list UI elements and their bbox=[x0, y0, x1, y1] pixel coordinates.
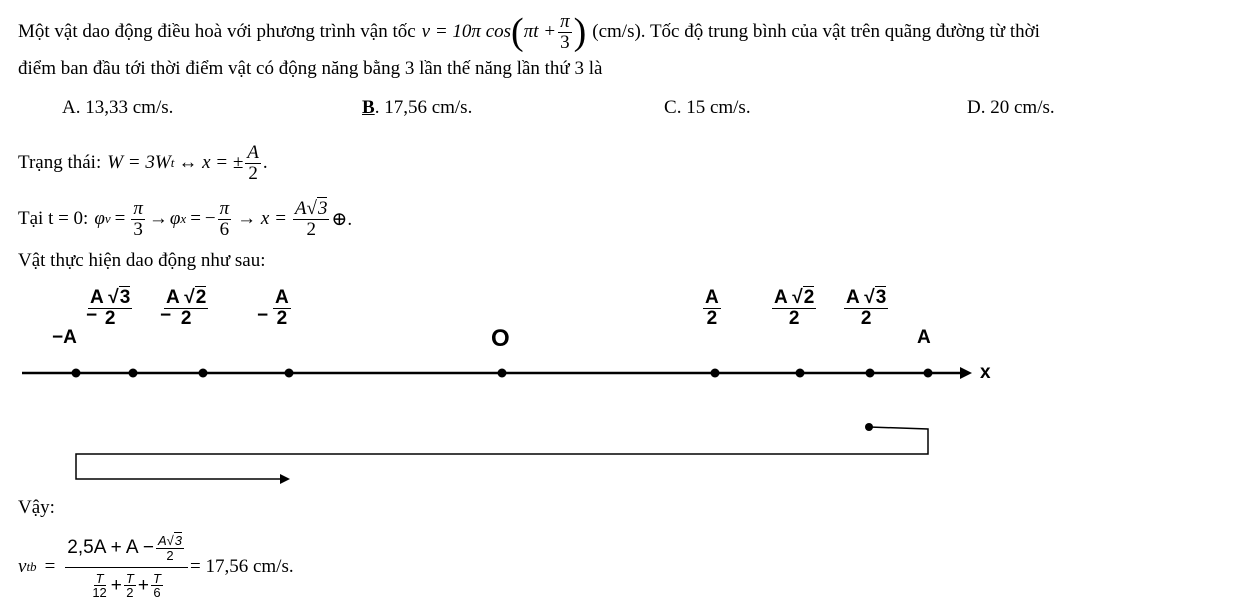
label-pos-a-sqrt3-half: $\frac{A √3}{2}$ bbox=[846, 287, 887, 329]
label-pos-a-half: $\frac{A}{2}$ bbox=[705, 287, 719, 329]
answer-c: C. 15 cm/s. bbox=[664, 97, 751, 118]
state-line: Trạng thái: W = 3W t ↔ x = ± $\frac{A}{2}$ . bbox=[18, 141, 268, 184]
average-speed-formula: v tb = 2,5A + A − $\frac{A√3}{2}$ $\frac{T}{12}$ + $\frac{T}{2}$ + $\frac{T}{6}$ = 17,56 cm/s. bbox=[18, 533, 294, 601]
conclusion-label: Vậy: bbox=[18, 497, 55, 518]
question-intro: Một vật dao động điều hoà với phương trình vận tốc bbox=[18, 21, 416, 42]
label-neg-a: −A bbox=[52, 327, 77, 348]
point-pos-a-half bbox=[711, 369, 720, 378]
question-line-2: điểm ban đầu tới thời điểm vật có động năng bằng 3 lần thế năng lần thứ 3 là bbox=[18, 58, 603, 79]
process-label: Vật thực hiện dao động như sau: bbox=[18, 250, 266, 271]
point-origin bbox=[498, 369, 507, 378]
paren-open: ( bbox=[511, 11, 524, 53]
label-neg-a-sqrt2-half: $\frac{A √2}{2}$ bbox=[166, 287, 207, 329]
result: = 17,56 cm/s. bbox=[189, 556, 294, 577]
pi-over-3: $\frac{\pi}{3}$ bbox=[560, 10, 570, 53]
point-neg-a-half bbox=[285, 369, 294, 378]
answer-d: D. 20 cm/s. bbox=[967, 97, 1055, 118]
initial-phase-line: Tại t = 0: φ v = $\frac{\pi}{3}$ → φ x = − $\frac{\pi}{6}$ → x = $\frac{A√3}{2}$ ⊕. bbox=[18, 197, 353, 240]
answer-a: A. 13,33 cm/s. bbox=[62, 97, 174, 118]
label-neg-a-half: − $\frac{A}{2}$ bbox=[257, 287, 289, 329]
velocity-equation-lhs: v = 10π cos bbox=[421, 21, 512, 42]
point-pos-a-sqrt3-half bbox=[866, 369, 875, 378]
label-x-axis: x bbox=[980, 362, 991, 383]
point-neg-a-sqrt3-half bbox=[129, 369, 138, 378]
point-pos-a-sqrt2-half bbox=[796, 369, 805, 378]
x-axis-arrow bbox=[960, 367, 972, 379]
point-pos-a bbox=[924, 369, 933, 378]
motion-path bbox=[76, 427, 928, 479]
answer-b: B. 17,56 cm/s. bbox=[362, 97, 473, 118]
label-pos-a-sqrt2-half: $\frac{A √2}{2}$ bbox=[774, 287, 815, 329]
label-origin: O bbox=[491, 325, 510, 352]
point-neg-a bbox=[72, 369, 81, 378]
question-unit: (cm/s). Tốc độ trung bình của vật trên quãng đường từ thời bbox=[592, 21, 1040, 42]
paren-close: ) bbox=[573, 11, 587, 53]
point-neg-a-sqrt2-half bbox=[199, 369, 208, 378]
label-neg-a-sqrt3-half: $\frac{A √3}{2}$ bbox=[90, 287, 131, 329]
equation-argument: πt + bbox=[523, 21, 557, 42]
label-pos-a: A bbox=[917, 327, 931, 348]
motion-path-arrow bbox=[280, 474, 290, 484]
a-over-2: $\frac{A}{2}$ bbox=[247, 141, 259, 184]
